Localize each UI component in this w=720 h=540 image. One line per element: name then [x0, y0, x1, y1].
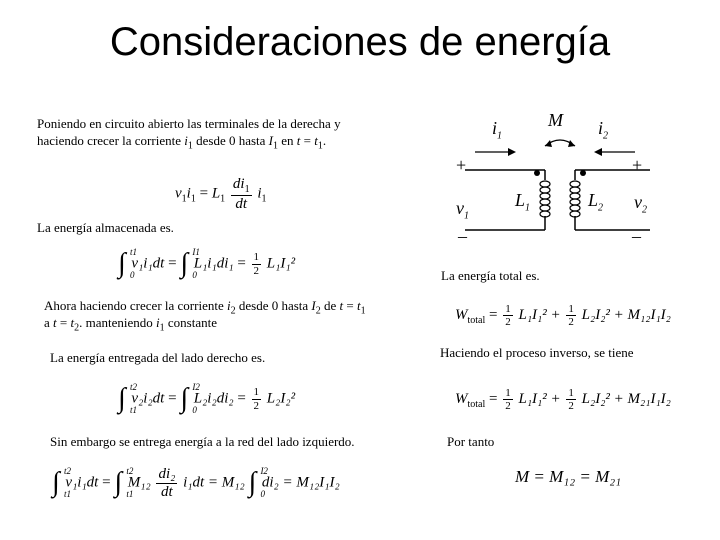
inductor-l1-coil — [540, 181, 550, 217]
left-side-energy-label: Sin embargo se entrega energía a la red del lado izquierdo. — [50, 434, 355, 449]
polarity-dot-l2 — [580, 170, 586, 176]
total-energy-label: La energía total es. — [441, 268, 540, 283]
label-v2: $v_2$ — [634, 192, 647, 216]
polarity-dot-l1 — [534, 170, 540, 176]
equation-mutual-equality: M = M₁₂ = M₂₁ — [515, 467, 622, 486]
minus-right: – — [632, 226, 641, 246]
stored-energy-label: La energía almacenada es. — [37, 220, 174, 235]
page-title: Consideraciones de energía — [109, 20, 611, 64]
equation-v1i1: $v_1i_1 = L_1$ $\frac{di_1}{dt}$ $i_1$ — [175, 176, 267, 212]
minus-left: – — [458, 226, 467, 246]
equation-left-side-energy: ∫ t2 t1 v₁i₁dt = ∫ t2 t1 M₁₂ $\frac{\text{di₂}}{dt}$ i₁dt = M₁₂ ∫ I2 0 di₂ = M₁₂I₁I₂ — [52, 466, 340, 500]
then-line-1: Ahora haciendo crecer la corriente $i_2$ desde 0 hasta $I_2$ de $t = t_1$ — [44, 298, 366, 317]
label-i1: $i_1$ — [492, 118, 503, 142]
therefore-label: Por tanto — [447, 434, 495, 449]
label-mutual-inductance: M — [548, 110, 563, 130]
inductor-l2-coil — [570, 181, 580, 217]
then-line-2: a $t = t_2$. manteniendo $i_1$ constante — [44, 315, 217, 334]
intro-line-2: haciendo crecer la corriente $i_1$ desde 0 hasta $I_1$ en $t = t_1$. — [37, 133, 327, 152]
label-l2: $L_2$ — [588, 190, 604, 214]
plus-left: + — [456, 155, 467, 175]
inverse-process-label: Haciendo el proceso inverso, se tiene — [440, 345, 634, 360]
label-i2: $i_2$ — [598, 118, 609, 142]
plus-right: + — [632, 155, 643, 175]
label-v1: $v_1$ — [456, 198, 469, 222]
intro-line-1: Poniendo en circuito abierto las terminales de la derecha y — [37, 116, 341, 131]
equation-total-energy: $W_{total}$ = $\frac{1}{2}$ L₁I₁² + $\frac{1}{2}$ L₂I₂² + M₁₂I₁I₂ — [455, 303, 671, 329]
equation-right-side-energy: ∫ t2 t1 v₂i₂dt = ∫ I2 0 L₂i₂di₂ = $\frac{1}{2}$ L₂I₂² — [118, 382, 296, 415]
right-side-energy-label: La energía entregada del lado derecho es. — [50, 350, 266, 365]
label-l1: $L_1$ — [515, 190, 531, 214]
equation-stored-energy: ∫ t1 0 v₁i₁dt = ∫ I1 0 L₁i₁di₁ = $\frac{1}{2}$ L₁I₁² — [118, 247, 296, 280]
equation-total-energy-inverse: $W_{total}$ = $\frac{1}{2}$ L₁I₁² + $\frac{1}{2}$ L₂I₂² + M₂₁I₁I₂ — [455, 387, 671, 413]
